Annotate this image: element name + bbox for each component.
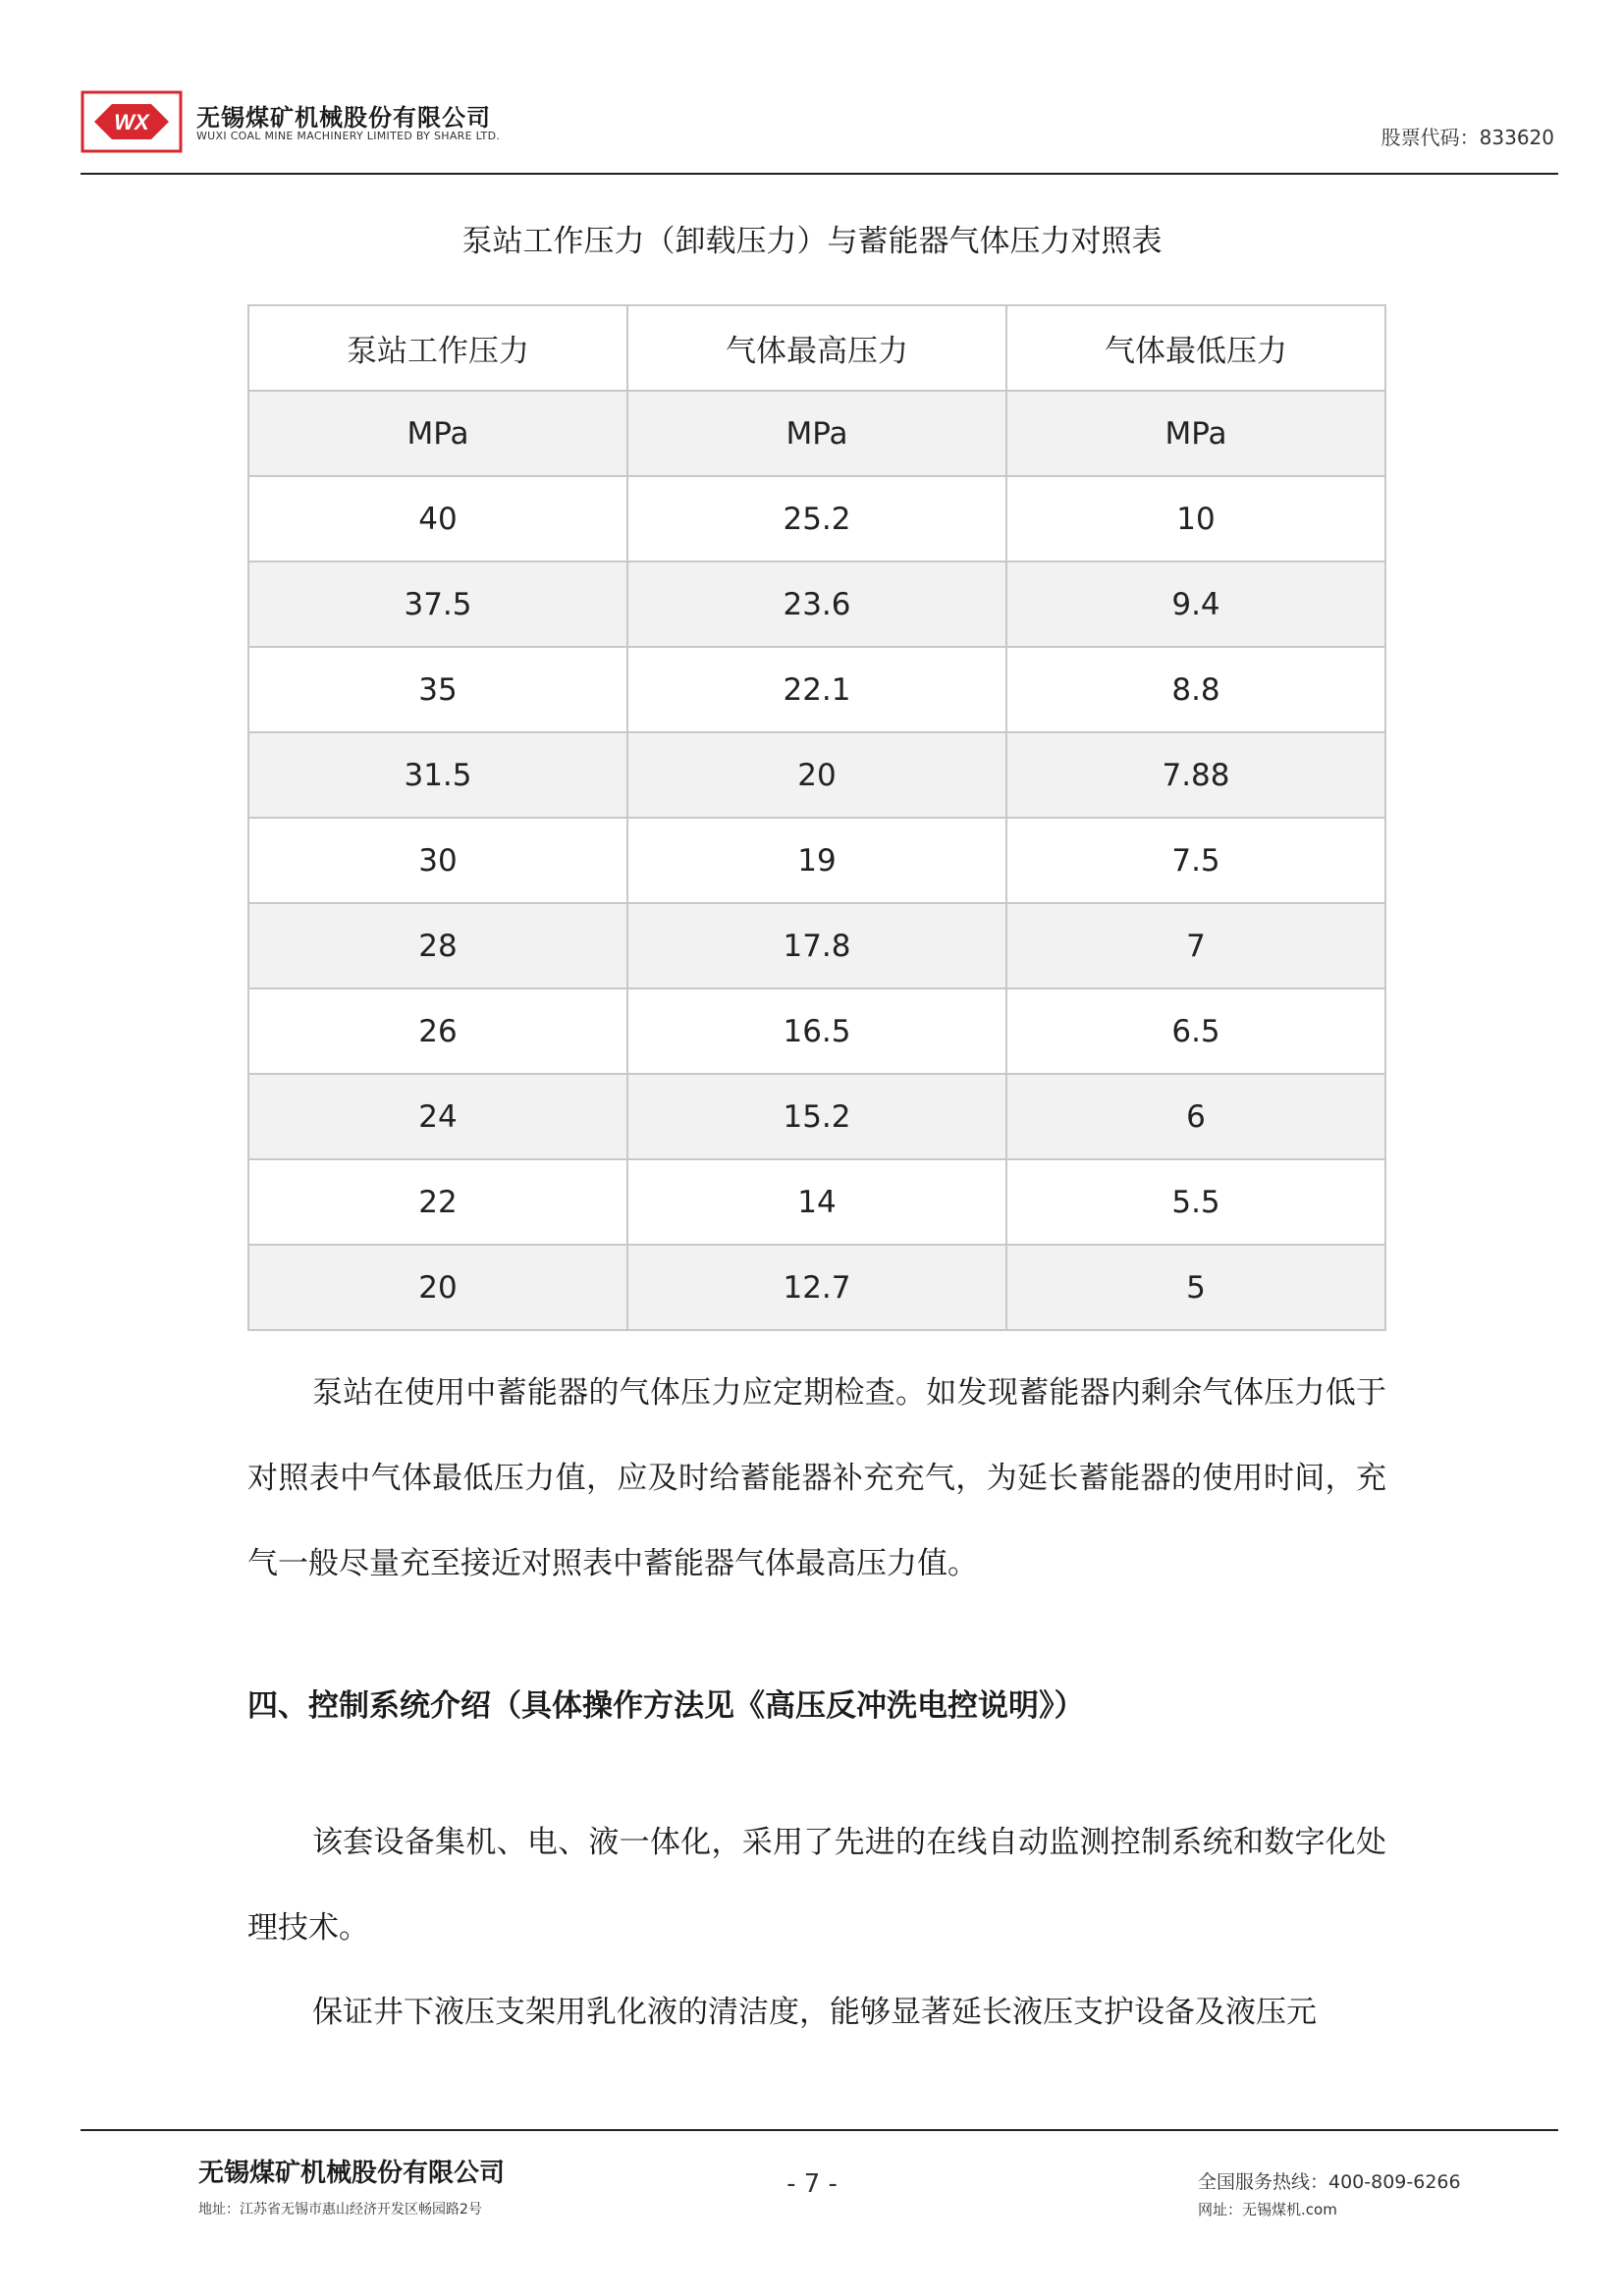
- footer-address: 地址：江苏省无锡市惠山经济开发区畅园路2号: [198, 2202, 482, 2217]
- table-cell: 19: [627, 818, 1006, 903]
- table-row: [248, 732, 1385, 818]
- table-cell: 22: [248, 1159, 627, 1245]
- table-cell: 28: [248, 903, 627, 988]
- table-cell: 7.88: [1006, 732, 1385, 818]
- table-cell: 6.5: [1006, 988, 1385, 1074]
- logo-text: WX: [114, 110, 149, 134]
- table-cell: 5: [1006, 1245, 1385, 1330]
- table-header-cell: 泵站工作压力: [248, 305, 627, 391]
- table-header-row: [248, 305, 1385, 391]
- table-unit-cell: MPa: [627, 391, 1006, 476]
- table-row: [248, 561, 1385, 647]
- table-cell: 10: [1006, 476, 1385, 561]
- table-cell: 6: [1006, 1074, 1385, 1159]
- footer-divider: [81, 2129, 1558, 2131]
- table-cell: 7: [1006, 903, 1385, 988]
- table-row: [248, 818, 1385, 903]
- table-cell: 20: [627, 732, 1006, 818]
- paragraph-system: 该套设备集机、电、液一体化，采用了先进的在线自动监测控制系统和数字化处理技术。: [247, 1825, 1386, 1946]
- page-number: - 7 -: [786, 2169, 838, 2199]
- table-cell: 37.5: [248, 561, 627, 647]
- table-cell: 5.5: [1006, 1159, 1385, 1245]
- table-cell: 12.7: [627, 1245, 1006, 1330]
- table-cell: 26: [248, 988, 627, 1074]
- pressure-table-body: [248, 305, 1385, 1330]
- table-cell: 25.2: [627, 476, 1006, 561]
- table-header-cell: 气体最高压力: [627, 305, 1006, 391]
- table-row: [248, 1074, 1385, 1159]
- table-unit-row: [248, 391, 1385, 476]
- table-cell: 23.6: [627, 561, 1006, 647]
- header-company-name-en: WUXI COAL MINE MACHINERY LIMITED BY SHARE LTD.: [196, 130, 501, 142]
- header-company-name: 无锡煤矿机械股份有限公司: [196, 104, 491, 132]
- table-cell: 7.5: [1006, 818, 1385, 903]
- section-heading: 四、控制系统介绍（具体操作方法见《高压反冲洗电控说明》）: [247, 1688, 1085, 1724]
- table-row: [248, 1245, 1385, 1330]
- table-unit-cell: MPa: [248, 391, 627, 476]
- table-cell: 9.4: [1006, 561, 1385, 647]
- table-cell: 8.8: [1006, 647, 1385, 732]
- website: 网址：无锡煤机.com: [1198, 2201, 1337, 2218]
- table-row: [248, 988, 1385, 1074]
- table-row: [248, 903, 1385, 988]
- table-title: 泵站工作压力（卸载压力）与蓄能器气体压力对照表: [461, 224, 1163, 259]
- table-row: [248, 1159, 1385, 1245]
- table-cell: 17.8: [627, 903, 1006, 988]
- table-cell: 20: [248, 1245, 627, 1330]
- company-logo-icon: [81, 90, 183, 153]
- table-cell: 16.5: [627, 988, 1006, 1074]
- service-hotline: 全国服务热线：400-809-6266: [1198, 2171, 1461, 2193]
- paragraph-cleanliness: 保证井下液压支架用乳化液的清洁度，能够显著延长液压支护设备及液压元: [312, 1995, 1317, 2030]
- table-cell: 30: [248, 818, 627, 903]
- table-cell: 14: [627, 1159, 1006, 1245]
- table-row: [248, 476, 1385, 561]
- page-header: [81, 86, 1558, 175]
- table-cell: 15.2: [627, 1074, 1006, 1159]
- table-cell: 22.1: [627, 647, 1006, 732]
- footer-company-name: 无锡煤矿机械股份有限公司: [198, 2159, 506, 2188]
- stock-code: 股票代码：833620: [1380, 126, 1554, 149]
- table-cell: 31.5: [248, 732, 627, 818]
- table-row: [248, 647, 1385, 732]
- paragraph-inspection: 泵站在使用中蓄能器的气体压力应定期检查。如发现蓄能器内剩余气体压力低于对照表中气体最低压力值，应及时给蓄能器补充充气，为延长蓄能器的使用时间，充气一般尽量充至接近对照表中蓄能器气体最高压力值。: [247, 1375, 1386, 1581]
- table-cell: 35: [248, 647, 627, 732]
- pressure-table: [247, 304, 1386, 1331]
- table-unit-cell: MPa: [1006, 391, 1385, 476]
- table-header-cell: 气体最低压力: [1006, 305, 1385, 391]
- table-cell: 24: [248, 1074, 627, 1159]
- table-cell: 40: [248, 476, 627, 561]
